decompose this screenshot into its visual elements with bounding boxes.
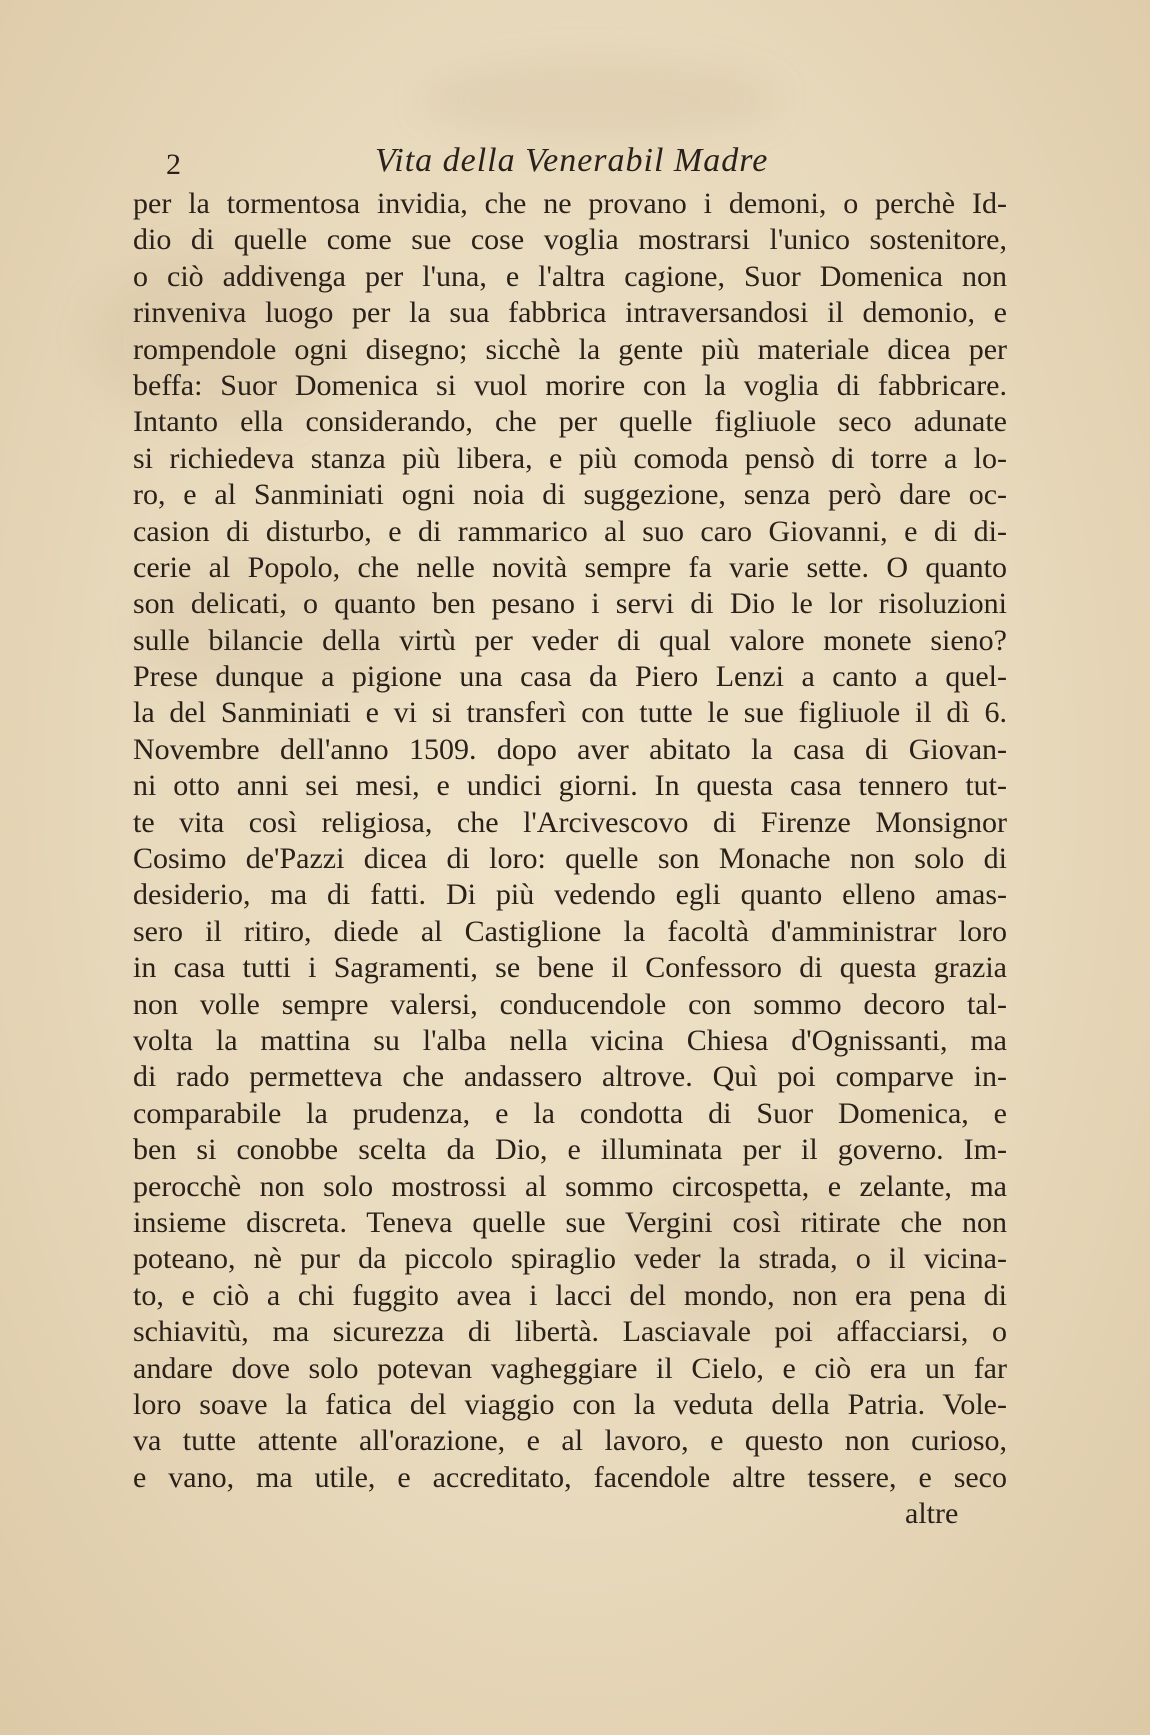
text-line: perocchè non solo mostrossi al sommo circospetta, e zelante, ma: [133, 1169, 1007, 1203]
text-line: casion di disturbo, e di rammarico al suo caro Giovanni, e di di-: [133, 514, 1007, 548]
text-line: o ciò addivenga per l'una, e l'altra cagione, Suor Domenica non: [133, 259, 1007, 293]
text-line: schiavitù, ma sicurezza di libertà. Lasciavale poi affacciarsi, o: [133, 1315, 1007, 1349]
text-line: andare dove solo potevan vagheggiare il Cielo, e ciò era un far: [133, 1351, 1007, 1385]
text-line: rompendole ogni disegno; sicchè la gente più materiale dicea per: [133, 332, 1007, 366]
text-line: dio di quelle come sue cose voglia mostrarsi l'unico sostenitore,: [133, 223, 1007, 257]
page-stain: [420, 60, 780, 140]
catchword: altre: [905, 1497, 959, 1530]
text-line: te vita così religiosa, che l'Arcivescovo di Firenze Monsignor: [133, 805, 1007, 839]
text-line: di rado permetteva che andassero altrove. Quì poi comparve in-: [133, 1060, 1007, 1094]
text-line: si richiedeva stanza più libera, e più comoda pensò di torre a lo-: [133, 441, 1007, 475]
page-number: 2: [166, 148, 181, 181]
text-line: insieme discreta. Teneva quelle sue Vergini così ritirate che non: [133, 1205, 1007, 1239]
text-line: to, e ciò a chi fuggito avea i lacci del mondo, non era pena di: [133, 1278, 1007, 1312]
text-line: in casa tutti i Sagramenti, se bene il Confessoro di questa grazia: [133, 951, 1007, 985]
running-title: Vita della Venerabil Madre: [375, 142, 769, 179]
text-line: Cosimo de'Pazzi dicea di loro: quelle son Monache non solo di: [133, 842, 1007, 876]
text-line: comparabile la prudenza, e la condotta di Suor Domenica, e: [133, 1096, 1007, 1130]
text-line: ben si conobbe scelta da Dio, e illuminata per il governo. Im-: [133, 1133, 1007, 1167]
text-line: Prese dunque a pigione una casa da Piero Lenzi a canto a quel-: [133, 660, 1007, 694]
text-line: rinveniva luogo per la sua fabbrica intraversandosi il demonio, e: [133, 296, 1007, 330]
text-line: Novembre dell'anno 1509. dopo aver abitato la casa di Giovan-: [133, 732, 1007, 766]
text-line: la del Sanminiati e vi si transferì con tutte le sue figliuole il dì 6.: [133, 696, 1007, 730]
text-line: cerie al Popolo, che nelle novità sempre fa varie sette. O quanto: [133, 550, 1007, 584]
text-line: va tutte attente all'orazione, e al lavoro, e questo non curioso,: [133, 1424, 1007, 1458]
text-line: Intanto ella considerando, che per quelle figliuole seco adunate: [133, 405, 1007, 439]
text-line: beffa: Suor Domenica si vuol morire con la voglia di fabbricare.: [133, 368, 1007, 402]
text-line: sulle bilancie della virtù per veder di qual valore monete sieno?: [133, 623, 1007, 657]
text-line: poteano, nè pur da piccolo spiraglio veder la strada, o il vicina-: [133, 1242, 1007, 1276]
text-line: son delicati, o quanto ben pesano i servi di Dio le lor risoluzioni: [133, 587, 1007, 621]
text-line: e vano, ma utile, e accreditato, facendole altre tessere, e seco: [133, 1460, 1007, 1494]
text-line: ro, e al Sanminiati ogni noia di suggezione, senza però dare oc-: [133, 478, 1007, 512]
text-line: per la tormentosa invidia, che ne provano i demoni, o perchè Id-: [133, 187, 1007, 220]
page-header: [130, 142, 1050, 182]
body-text: [133, 186, 1007, 1496]
text-line: ni otto anni sei mesi, e undici giorni. In questa casa tennero tut-: [133, 769, 1007, 803]
text-line: non volle sempre valersi, conducendole con sommo decoro tal-: [133, 987, 1007, 1021]
text-line: volta la mattina su l'alba nella vicina Chiesa d'Ognissanti, ma: [133, 1023, 1007, 1057]
text-line: desiderio, ma di fatti. Di più vedendo egli quanto elleno amas-: [133, 878, 1007, 912]
text-line: sero il ritiro, diede al Castiglione la facoltà d'amministrar loro: [133, 914, 1007, 948]
text-line: loro soave la fatica del viaggio con la veduta della Patria. Vole-: [133, 1387, 1007, 1421]
